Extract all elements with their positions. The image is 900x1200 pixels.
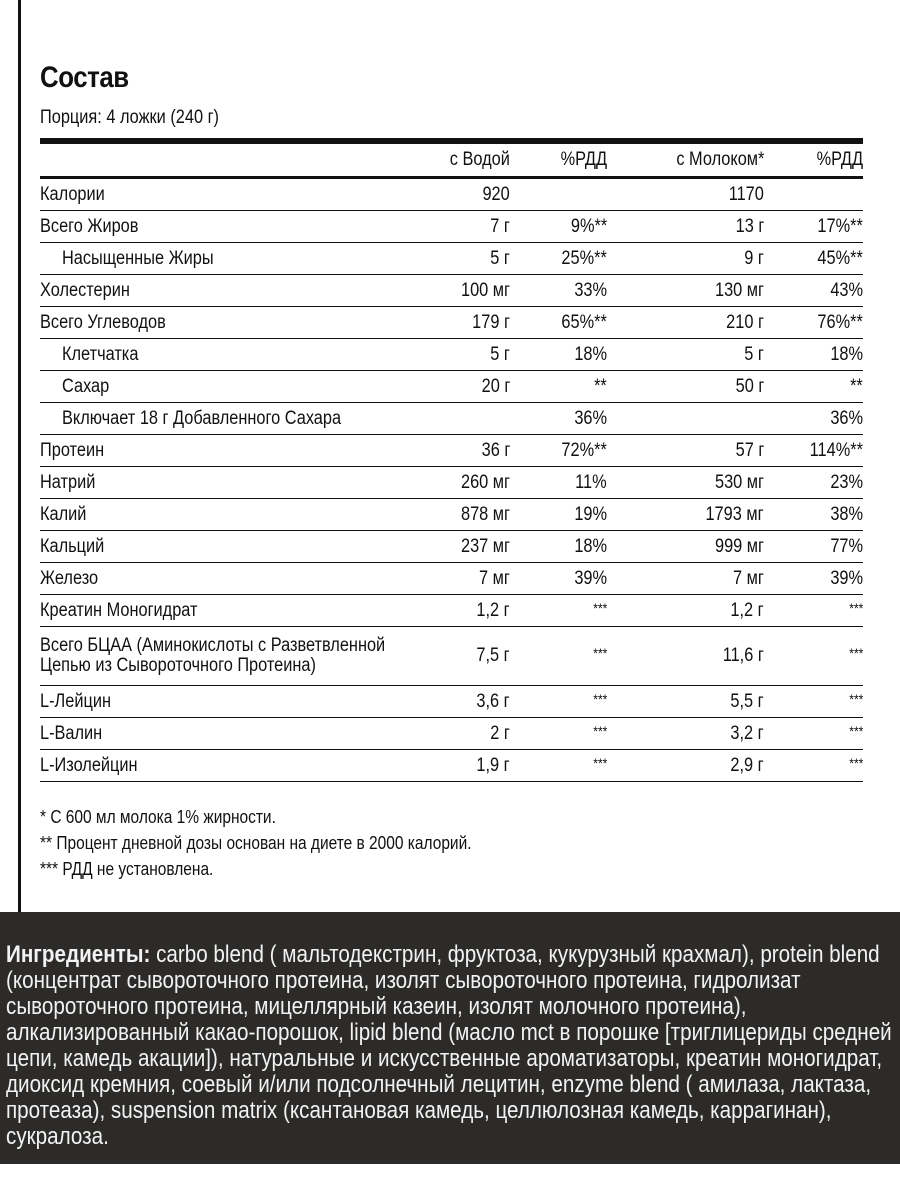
value-milk [607, 403, 764, 435]
rdd-milk: 17%** [764, 211, 863, 243]
rdd-milk: 77% [764, 531, 863, 563]
rdd-milk: 76%** [764, 307, 863, 339]
rdd-milk: 36% [764, 403, 863, 435]
ingredients-line: сукралоза. [6, 1123, 109, 1150]
rdd-water: 36% [510, 403, 607, 435]
value-water: 5 г [410, 339, 510, 371]
value-water: 2 г [410, 718, 510, 750]
table-row [40, 275, 863, 307]
value-milk: 13 г [607, 211, 764, 243]
footnotes [40, 804, 863, 882]
serving-size: Порция: 4 ложки (240 г) [40, 107, 219, 128]
value-milk: 1793 мг [607, 499, 764, 531]
value-water: 920 [410, 178, 510, 211]
ingredients-line: (концентрат сывороточного протеина, изолят сывороточного протеина, гидролизат [6, 967, 801, 994]
value-milk: 9 г [607, 243, 764, 275]
value-water: 100 мг [410, 275, 510, 307]
table-row [40, 750, 863, 782]
rdd-water: *** [510, 595, 607, 627]
nutrient-name: L-Изолейцин [40, 750, 410, 782]
table-row [40, 627, 863, 686]
rdd-water: 39% [510, 563, 607, 595]
table-row [40, 307, 863, 339]
rdd-milk [764, 178, 863, 211]
nutrient-name: Всего БЦАА (Аминокислоты с Разветвленной Цепью из Сывороточного Протеина) [40, 627, 410, 686]
value-milk: 5 г [607, 339, 764, 371]
value-milk: 2,9 г [607, 750, 764, 782]
rdd-water: 9%** [510, 211, 607, 243]
value-water: 179 г [410, 307, 510, 339]
header-milk: с Молоком* [607, 141, 764, 178]
header-water: с Водой [410, 141, 510, 178]
value-water: 1,9 г [410, 750, 510, 782]
rdd-milk: 43% [764, 275, 863, 307]
nutrient-name: Насыщенные Жиры [40, 243, 410, 275]
ingredients-line: цепи, камедь акации]), натуральные и искусственные ароматизаторы, креатин моногидрат, [6, 1045, 883, 1072]
value-water: 3,6 г [410, 686, 510, 718]
ingredients-text [6, 942, 892, 1150]
table-row [40, 563, 863, 595]
value-water: 7 г [410, 211, 510, 243]
rdd-milk: *** [764, 627, 863, 686]
rdd-milk: *** [764, 686, 863, 718]
value-milk: 11,6 г [607, 627, 764, 686]
rdd-water: *** [510, 718, 607, 750]
nutrient-name: Протеин [40, 435, 410, 467]
table-row [40, 339, 863, 371]
value-water: 20 г [410, 371, 510, 403]
rdd-water: 18% [510, 531, 607, 563]
rdd-milk: 45%** [764, 243, 863, 275]
value-milk: 210 г [607, 307, 764, 339]
rdd-milk: *** [764, 750, 863, 782]
rdd-milk: 23% [764, 467, 863, 499]
value-water: 7 мг [410, 563, 510, 595]
rdd-milk: 38% [764, 499, 863, 531]
nutrient-name: Холестерин [40, 275, 410, 307]
rdd-water: 19% [510, 499, 607, 531]
ingredients-line: сывороточного протеина, мицеллярный казеин, изолят молочного протеина), [6, 993, 747, 1020]
nutrition-table [40, 138, 863, 782]
ingredients-section [0, 912, 900, 1164]
nutrient-name: Сахар [40, 371, 410, 403]
rdd-water: *** [510, 750, 607, 782]
table-row [40, 243, 863, 275]
rdd-water: 18% [510, 339, 607, 371]
ingredients-line: диоксид кремния, соевый и/или подсолнечный лецитин, enzyme blend ( амилаза, лактаза, [6, 1071, 872, 1098]
value-water: 878 мг [410, 499, 510, 531]
table-row [40, 211, 863, 243]
nutrient-name: Включает 18 г Добавленного Сахара [40, 403, 410, 435]
nutrient-name: L-Валин [40, 718, 410, 750]
table-row [40, 435, 863, 467]
footnote-rdd-not-set: *** РДД не установлена. [40, 859, 214, 879]
rdd-water: *** [510, 627, 607, 686]
table-row [40, 686, 863, 718]
table-row [40, 595, 863, 627]
nutrient-name: Клетчатка [40, 339, 410, 371]
rdd-milk: 18% [764, 339, 863, 371]
value-water: 7,5 г [410, 627, 510, 686]
nutrient-name: Калий [40, 499, 410, 531]
value-milk: 3,2 г [607, 718, 764, 750]
value-water: 5 г [410, 243, 510, 275]
ingredients-line: алкализированный какао-порошок, lipid blend (масло mct в порошке [триглицериды средней [6, 1019, 892, 1046]
value-milk: 999 мг [607, 531, 764, 563]
nutrient-name: Железо [40, 563, 410, 595]
rdd-water: 65%** [510, 307, 607, 339]
value-water: 260 мг [410, 467, 510, 499]
value-milk: 1170 [607, 178, 764, 211]
rdd-water: 11% [510, 467, 607, 499]
table-row [40, 403, 863, 435]
nutrient-name: Калории [40, 178, 410, 211]
value-milk: 7 мг [607, 563, 764, 595]
rdd-water: ** [510, 371, 607, 403]
rdd-water: 25%** [510, 243, 607, 275]
left-border-rule [18, 0, 21, 912]
footnote-milk: * С 600 мл молока 1% жирности. [40, 807, 276, 827]
table-header-row [40, 141, 863, 178]
ingredients-label: Ингредиенты: [6, 941, 151, 968]
rdd-milk: 114%** [764, 435, 863, 467]
header-nutrient [40, 141, 410, 178]
nutrition-panel [40, 60, 863, 882]
rdd-water: 33% [510, 275, 607, 307]
value-milk: 130 мг [607, 275, 764, 307]
page-title: Состав [40, 61, 129, 94]
value-water [410, 403, 510, 435]
table-row [40, 499, 863, 531]
nutrient-name: Креатин Моногидрат [40, 595, 410, 627]
table-row [40, 178, 863, 211]
ingredients-line: carbo blend ( мальтодекстрин, фруктоза, кукурузный крахмал), protein blend [150, 941, 880, 968]
value-water: 1,2 г [410, 595, 510, 627]
value-milk: 530 мг [607, 467, 764, 499]
value-milk: 50 г [607, 371, 764, 403]
nutrient-name: Всего Углеводов [40, 307, 410, 339]
table-row [40, 467, 863, 499]
rdd-milk: ** [764, 371, 863, 403]
rdd-milk: 39% [764, 563, 863, 595]
nutrient-name: Всего Жиров [40, 211, 410, 243]
value-milk: 1,2 г [607, 595, 764, 627]
nutrient-name: Кальций [40, 531, 410, 563]
value-water: 36 г [410, 435, 510, 467]
rdd-water: 72%** [510, 435, 607, 467]
rdd-water: *** [510, 686, 607, 718]
value-milk: 57 г [607, 435, 764, 467]
rdd-water [510, 178, 607, 211]
footnote-daily-value: ** Процент дневной дозы основан на диете в 2000 калорий. [40, 833, 472, 853]
nutrient-name: L-Лейцин [40, 686, 410, 718]
ingredients-line: протеаза), suspension matrix (ксантановая камедь, целлюлозная камедь, каррагинан), [6, 1097, 832, 1124]
rdd-milk: *** [764, 595, 863, 627]
table-row [40, 531, 863, 563]
nutrient-name: Натрий [40, 467, 410, 499]
value-water: 237 мг [410, 531, 510, 563]
header-rdd-water: %РДД [510, 141, 607, 178]
rdd-milk: *** [764, 718, 863, 750]
table-row [40, 371, 863, 403]
header-rdd-milk: %РДД [764, 141, 863, 178]
table-row [40, 718, 863, 750]
value-milk: 5,5 г [607, 686, 764, 718]
